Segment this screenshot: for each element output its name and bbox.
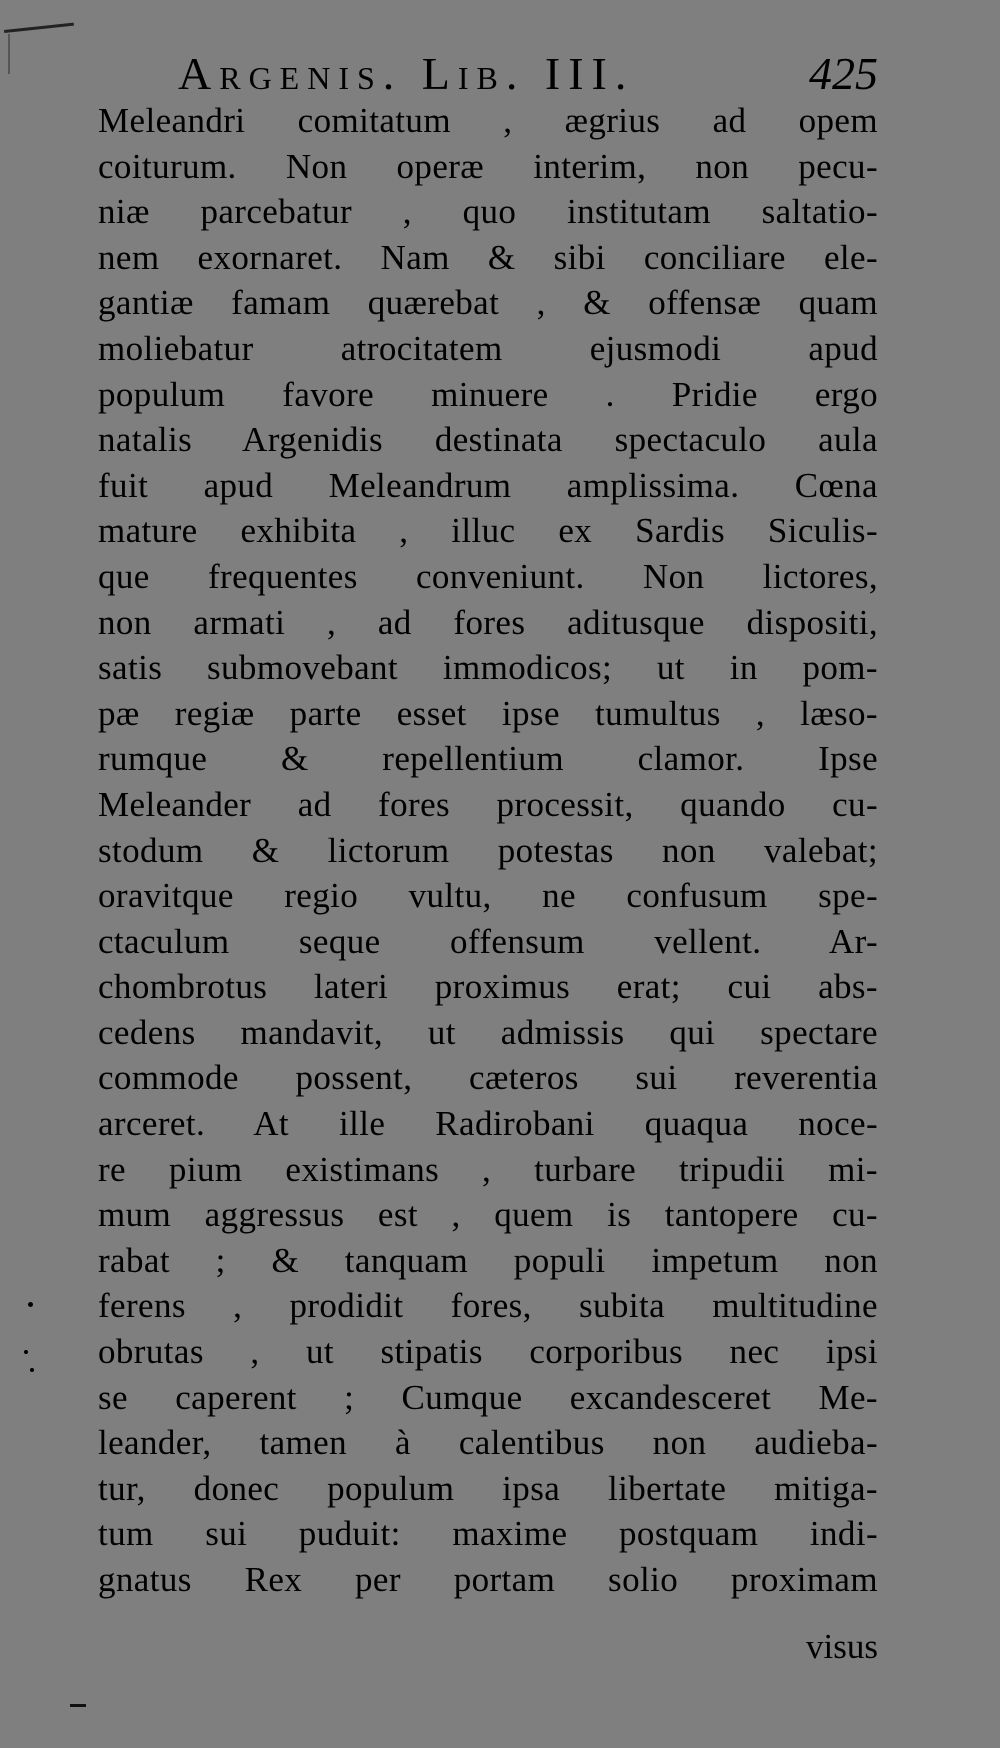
text-line: chombrotus lateri proximus erat; cui abs-	[98, 967, 878, 1007]
text-line: oravitque regio vultu, ne confusum spe-	[98, 876, 878, 916]
text-line: pæ regiæ parte esset ipse tumultus , læso-	[98, 693, 878, 733]
text-line: nem exornaret. Nam & sibi conciliare ele-	[98, 237, 878, 277]
text-line: que frequentes conveniunt. Non lictores,	[98, 556, 878, 596]
text-line: obrutas , ut stipatis corporibus nec ipsi	[98, 1332, 878, 1372]
text-line: populum favore minuere . Pridie ergo	[98, 374, 878, 414]
text-line: arceret. At ille Radirobani quaqua noce-	[98, 1104, 878, 1144]
text-line: gnatus Rex per portam solio proximam	[98, 1560, 878, 1599]
text-line: tum sui puduit: maxime postquam indi-	[98, 1514, 878, 1554]
catchword: visus	[806, 1627, 878, 1666]
text-line: satis submovebant immodicos; ut in pom-	[98, 648, 878, 688]
text-line: cedens mandavit, ut admissis qui spectare	[98, 1012, 878, 1052]
text-line: rabat ; & tanquam populi impetum non	[98, 1240, 878, 1280]
corner-ink-mark	[4, 23, 75, 47]
text-line: coiturum. Non operæ interim, non pecu-	[98, 146, 878, 186]
margin-ink-dot	[24, 1350, 28, 1354]
page-header	[178, 44, 878, 104]
text-line: mum aggressus est , quem is tantopere cu-	[98, 1195, 878, 1235]
text-line: Meleandri comitatum , ægrius ad opem	[98, 101, 878, 140]
text-line: stodum & lictorum potestas non valebat;	[98, 830, 878, 870]
text-line: re pium existimans , turbare tripudii mi-	[98, 1149, 878, 1189]
text-line: moliebatur atrocitatem ejusmodi apud	[98, 328, 878, 368]
text-line: mature exhibita , illuc ex Sardis Siculis-	[98, 511, 878, 551]
bottom-ink-mark	[70, 1704, 86, 1707]
text-line: gantiæ famam quærebat , & offensæ quam	[98, 283, 878, 323]
corner-ink-tick	[8, 34, 10, 74]
text-line: se caperent ; Cumque excandesceret Me-	[98, 1377, 878, 1417]
text-line: ctaculum seque offensum vellent. Ar-	[98, 921, 878, 961]
page-number: 425	[809, 48, 878, 99]
text-line: commode possent, cæteros sui reverentia	[98, 1058, 878, 1098]
text-line: natalis Argenidis destinata spectaculo aula	[98, 420, 878, 460]
margin-ink-dot	[30, 1368, 34, 1372]
text-line: Meleander ad fores processit, quando cu-	[98, 784, 878, 824]
text-line: non armati , ad fores aditusque dispositi,	[98, 602, 878, 642]
text-line: fuit apud Meleandrum amplissima. Cœna	[98, 465, 878, 505]
text-line: ferens , prodidit fores, subita multitudine	[98, 1286, 878, 1326]
margin-ink-dot	[28, 1302, 33, 1307]
body-text	[98, 98, 878, 1603]
text-line: tur, donec populum ipsa libertate mitiga-	[98, 1468, 878, 1508]
text-line: niæ parcebatur , quo institutam saltatio-	[98, 192, 878, 232]
text-line: leander, tamen à calentibus non audieba-	[98, 1423, 878, 1463]
running-head: Argenis. Lib. III.	[178, 48, 635, 99]
text-line: rumque & repellentium clamor. Ipse	[98, 739, 878, 779]
